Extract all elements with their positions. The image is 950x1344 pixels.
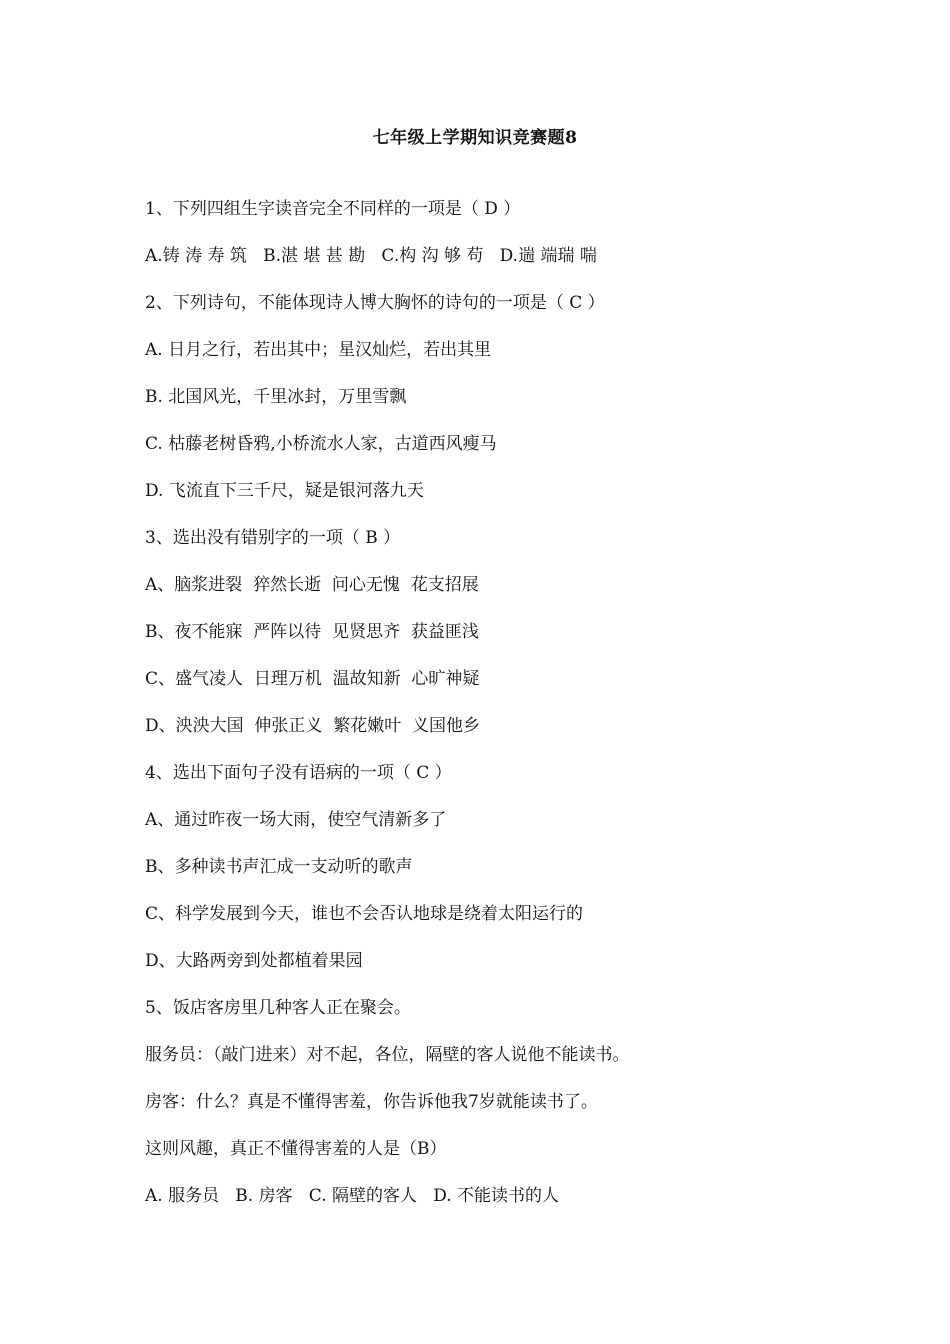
question-4-stem: 4、选出下面句子没有语病的一项（ C ）: [145, 763, 452, 783]
question-2-option-b: B. 北国风光，千里冰封，万里雪飘: [145, 387, 407, 407]
question-4-option-c: C、科学发展到今天，谁也不会否认地球是绕着太阳运行的: [145, 904, 584, 924]
question-5-stem: 5、饭店客房里几种客人正在聚会。: [145, 998, 411, 1018]
document-title: 七年级上学期知识竞赛题8: [372, 128, 578, 148]
dialogue-guest: 房客：什么？真是不懂得害羞，你告诉他我7岁就能读书了。: [145, 1092, 598, 1112]
question-3-option-a: A、脑浆进裂 猝然长逝 问心无愧 花支招展: [145, 575, 479, 595]
question-3-option-b: B、夜不能寐 严阵以待 见贤思齐 获益匪浅: [145, 622, 479, 642]
question-3-stem: 3、选出没有错别字的一项（ B ）: [145, 528, 401, 548]
dialogue-waiter: 服务员：（敲门进来）对不起，各位，隔壁的客人说他不能读书。: [145, 1045, 630, 1065]
question-4-option-a: A、通过昨夜一场大雨，使空气清新多了: [145, 810, 447, 830]
question-2-option-a: A. 日月之行，若出其中；星汉灿烂，若出其里: [145, 340, 492, 360]
question-2-stem: 2、下列诗句，不能体现诗人博大胸怀的诗句的一项是（ C ）: [145, 293, 605, 313]
question-3-option-c: C、盛气凌人 日理万机 温故知新 心旷神疑: [145, 669, 480, 689]
question-5-options: A. 服务员 B. 房客 C. 隔壁的客人 D. 不能读书的人: [145, 1186, 560, 1206]
question-4-option-d: D、大路两旁到处都植着果园: [145, 951, 363, 971]
question-2-option-c: C. 枯藤老树昏鸦,小桥流水人家，古道西风瘦马: [145, 434, 497, 454]
question-3-option-d: D、泱泱大国 伸张正义 繁花嫩叶 义国他乡: [145, 716, 481, 736]
question-5-prompt: 这则风趣，真正不懂得害羞的人是（B）: [145, 1139, 447, 1159]
question-2-option-d: D. 飞流直下三千尺，疑是银河落九天: [145, 481, 424, 501]
question-4-option-b: B、多种读书声汇成一支动听的歌声: [145, 857, 413, 877]
question-1-options: A.铸 涛 寿 筑 B.湛 堪 甚 勘 C.构 沟 够 苟 D.遄 端瑞 喘: [145, 246, 597, 266]
question-1-stem: 1、下列四组生字读音完全不同样的一项是（ D ）: [145, 199, 521, 219]
